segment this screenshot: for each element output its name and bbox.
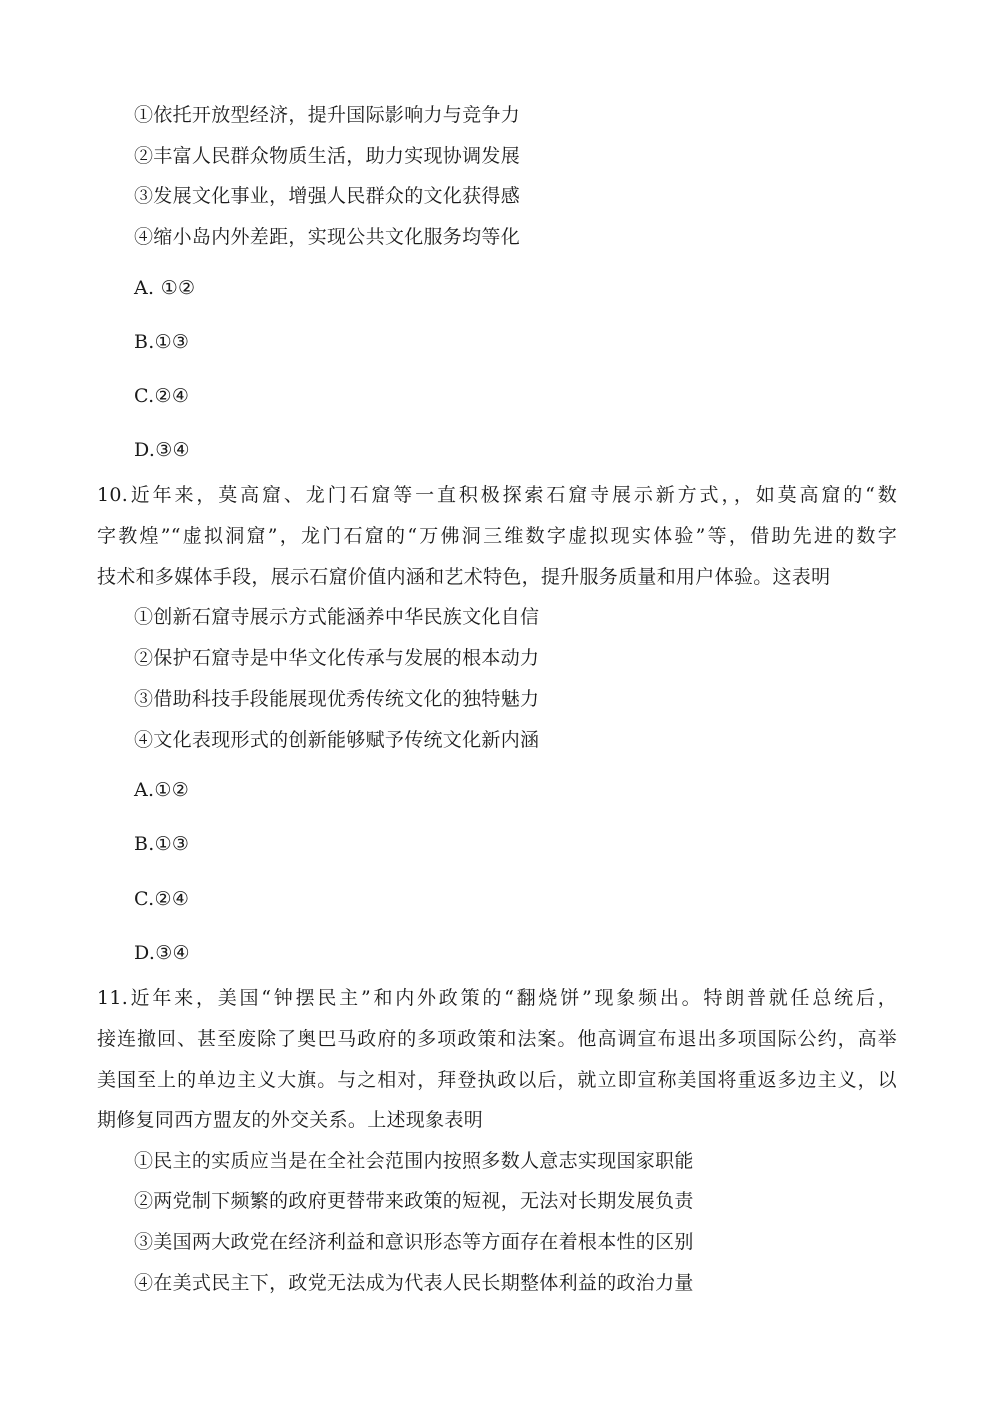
q11-stem-line-3: 美国至上的单边主义大旗。与之相对，拜登执政以后，就立即宣称美国将重返多边主义，以 xyxy=(97,1069,897,1091)
q10-stem-line-3: 技术和多媒体手段，展示石窟价值内涵和艺术特色，提升服务质量和用户体验。这表明 xyxy=(97,566,831,588)
q10-statement-4: ④文化表现形式的创新能够赋予传统文化新内涵 xyxy=(134,729,540,751)
q9-option-d: D.③④ xyxy=(134,439,190,461)
q9-option-a: A. ①② xyxy=(134,277,196,299)
q10-option-a: A.①② xyxy=(134,779,190,801)
q9-option-b: B.①③ xyxy=(134,331,190,353)
q10-statement-2: ②保护石窟寺是中华文化传承与发展的根本动力 xyxy=(134,647,540,669)
q9-statement-2: ②丰富人民群众物质生活，助力实现协调发展 xyxy=(134,145,521,167)
q11-stem-line-1: 11.近年来，美国“钟摆民主”和内外政策的“翻烧饼”现象频出。特朗普就任总统后， xyxy=(97,987,897,1009)
q10-option-d: D.③④ xyxy=(134,942,190,964)
q11-statement-3: ③美国两大政党在经济利益和意识形态等方面存在着根本性的区别 xyxy=(134,1231,694,1253)
q10-option-c: C.②④ xyxy=(134,888,190,910)
q10-option-b: B.①③ xyxy=(134,833,190,855)
q11-statement-4: ④在美式民主下，政党无法成为代表人民长期整体利益的政治力量 xyxy=(134,1272,694,1294)
q9-statement-4: ④缩小岛内外差距，实现公共文化服务均等化 xyxy=(134,226,521,248)
q11-stem-line-2: 接连撤回、甚至废除了奥巴马政府的多项政策和法案。他高调宣布退出多项国际公约，高举 xyxy=(97,1028,897,1050)
q11-statement-2: ②两党制下频繁的政府更替带来政策的短视，无法对长期发展负责 xyxy=(134,1190,694,1212)
q10-statement-3: ③借助科技手段能展现优秀传统文化的独特魅力 xyxy=(134,688,540,710)
q10-stem-line-2: 字教煌”“虚拟洞窟”，龙门石窟的“万佛洞三维数字虚拟现实体验”等，借助先进的数字 xyxy=(97,525,897,547)
q10-statement-1: ①创新石窟寺展示方式能涵养中华民族文化自信 xyxy=(134,606,540,628)
q11-statement-1: ①民主的实质应当是在全社会范围内按照多数人意志实现国家职能 xyxy=(134,1150,694,1172)
q9-statement-1: ①依托开放型经济，提升国际影响力与竞争力 xyxy=(134,104,521,126)
q10-stem-line-1: 10.近年来，莫高窟、龙门石窟等一直积极探索石窟寺展示新方式，，如莫高窟的“数 xyxy=(97,484,897,506)
q11-stem-line-4: 期修复同西方盟友的外交关系。上述现象表明 xyxy=(97,1109,484,1131)
q9-statement-3: ③发展文化事业，增强人民群众的文化获得感 xyxy=(134,185,521,207)
q9-option-c: C.②④ xyxy=(134,385,190,407)
